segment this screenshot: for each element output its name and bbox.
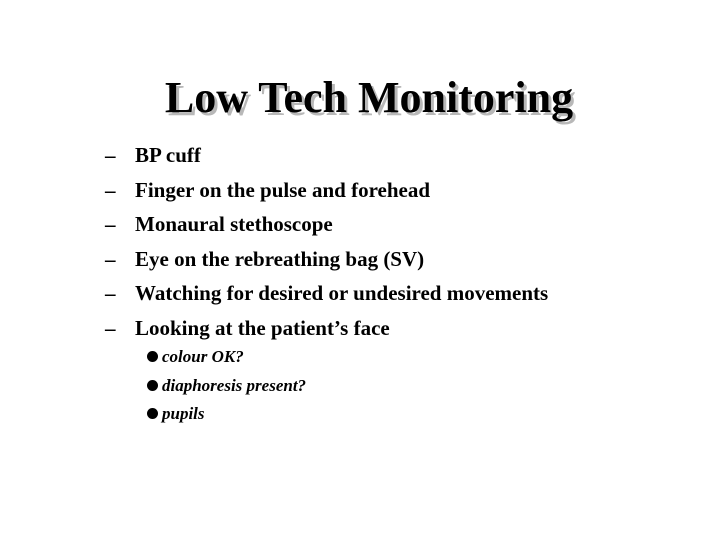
bullet-text: Looking at the patient’s face	[135, 315, 390, 340]
bullet-text: BP cuff	[135, 143, 201, 167]
sub-bullet-text: diaphoresis present?	[162, 375, 307, 395]
dash-marker: –	[105, 246, 116, 271]
bullet-text: Eye on the rebreathing bag (SV)	[135, 246, 425, 271]
filled-circle-icon	[147, 380, 158, 391]
dash-marker: –	[105, 143, 116, 167]
filled-circle-icon	[147, 408, 158, 419]
bullet-text: Finger on the pulse and forehead	[135, 177, 431, 202]
filled-circle-icon	[147, 351, 158, 362]
dash-marker: –	[105, 212, 116, 236]
dash-marker: –	[105, 177, 116, 202]
bullet-text: Monaural stethoscope	[135, 212, 333, 236]
slide-title: Low Tech Monitoring	[164, 73, 574, 122]
sub-bullet-text: colour OK?	[162, 347, 244, 366]
dash-marker: –	[105, 281, 116, 305]
bullet-text: Watching for desired or undesired movements	[135, 281, 549, 305]
sub-bullet-text: pupils	[162, 404, 205, 423]
dash-marker: –	[105, 315, 116, 340]
